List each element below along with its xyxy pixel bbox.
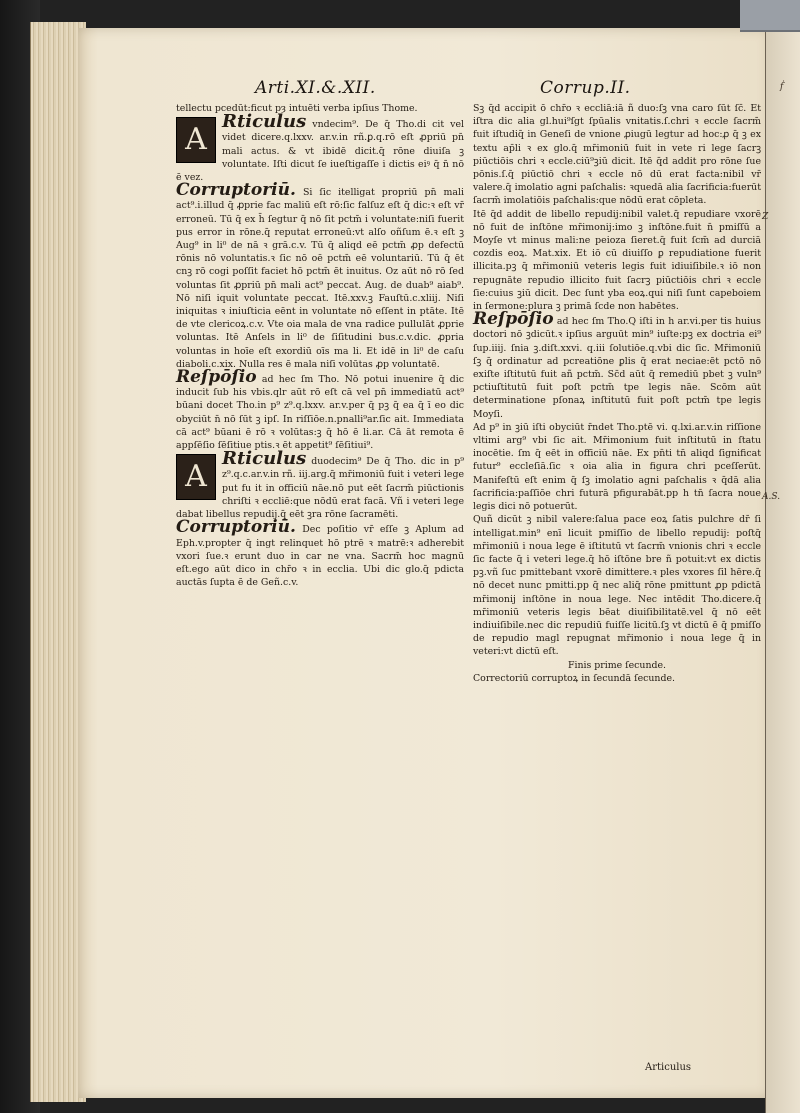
finis-line: Finis prime ſecunde. xyxy=(567,659,667,671)
corruptorium-heading: Corruptoriū. xyxy=(176,180,296,201)
article-12 xyxy=(176,448,465,521)
decorated-initial-a: A xyxy=(176,117,216,163)
margin-note-2: A.S. xyxy=(762,492,781,502)
right-column xyxy=(473,102,761,685)
left-column xyxy=(176,102,464,589)
responsio-heading: Reſpōſio xyxy=(176,367,257,388)
corruptorium-block-2 xyxy=(176,517,464,589)
corruptorium-heading-2: Corruptoriū. xyxy=(176,517,296,538)
metal-clip xyxy=(740,0,800,32)
correctorium-line: Correctoriū corruptoꝝ in ſecundā ſecunde. xyxy=(473,672,676,684)
responsio-text: ad hec ſm Tho. Nō potui inuenire q̄ dic inducit ſub his vbis.qlr aūt rō eſt cā vel pn̄ immediatū act⁹ būani docet Tho.in p⁹ z⁹.q.lxxv. ar.v.per q̄ pꝫ q̄ ea q̄ ī eo dic obyciūt n̄ nō ſūt ꝫ ipſ. In riſſiōe.n.pnalli⁹ar.ſic ait. Immediata cā act⁹ būani ē rō ꝛ volūtas:ꝫ q̄ hō ē li.ar. Cā āt remota ē appſēſio ſēſitiue ptis.ꝛ ēt appetit⁹ ſēſitiui⁹. xyxy=(176,374,464,452)
right-responsio-heading: Reſpōſio xyxy=(473,309,554,330)
margin-note-1: Z xyxy=(762,212,769,222)
article-11 xyxy=(176,111,464,184)
article-text-2: duodecim⁹ De q̄ Tho. dic in p⁹ z⁹.q.c.ar.v.in rñ. iij.arg.q̄ mr̄imoniū fuit i veteri lege put fu it in officiū nāe.nō put eēt ſacrm̄ piūctionis chriſti ꝛ eccliē:que nōdū erat facā. Vñ i veteri lege dabat libellus repudij.q̄ eēt ꝫra rōne ſacramēti. xyxy=(176,456,465,521)
facing-page-edge xyxy=(765,0,800,1113)
right-text-2: Itē q̄d addit de libello repudij:nibil valet.q̄ repudiare vxorē nō fuit de inſtōne mr̄imonij:imo ꝫ inſtōne.fuit n̄ pmiſſū a Moyſe vt minus mali:ne peioza ſieret.q̄ fuit ſcm̄ ad durciā cozdis eoꝝ. Mat.xix. Et iō cū diuiſſo ꝑ repudiatione fuerit illicita.pꝫ q̄ mr̄imoniū veteris legis fuit idiuiſibile.ꝛ iō non repugnāte repudio illicito fuit ſacrꝫ piūctiōis chri ꝛ eccle ſie:cuius ꝫiū dicit. Dec ſunt yba eoꝝ.qui niſi ſunt capeboiem in ſermone:plura ꝫ primā ſcde non habētes. xyxy=(473,208,761,313)
right-text-3: Ad p⁹ in ꝫiū iſti obyciūt r̄ndet Tho.ptē vi. q.lxi.ar.v.in riſſione vltimi arg⁹ vbi ſic ait. Mr̄imonium fuit inſtitutū in ſtatu inocētie. ſm q̄ eēt in officiū nāe. Ex pn̄ti tn̄ aliqd ſignificat futur⁹ eccleſiā.ſic ꝛ oia alia in figura chri pceſſerūt. Manifeſtū eſt enim q̄ ſꝫ imolatio agni paſchalis ꝛ q̄dā alia ſacrificia:paſſiōe chri futurā pfigurabāt.pp h tn̄ ſacra noue legis dici nō potuerūt. xyxy=(473,421,761,513)
corruptorium-text-2: Dec poſitio vr̄ eſſe ꝫ Aplum ad Eph.v.propter q̄ ingt relinquet hō ptrē ꝛ matrē:ꝛ adherebit vxori ſue.ꝛ erunt duo in car ne vna. Sacrm̄ hoc magnū eſt.ego aūt dico in chr̄o ꝛ in ecclia. Ubi dic glo.q̄ pdicta auctās ſupta ē de Geñ.c.v. xyxy=(176,524,464,589)
running-header-right: Corrup.II. xyxy=(540,78,631,98)
catchword: Articulus xyxy=(645,1062,692,1073)
corruptorium-block xyxy=(176,180,465,371)
corruptorium-text: Si ſic itelligat propriū pn̄ mali act⁹.i.illud q̄ ꝓprie fac maliū eſt rō:ſic falſuz eſt q̄ dic:ꝛ eſt vr̄ erroneū. Tū q̄ ex h̄ ſegtur q̄ nō ſit pctm̄ i voluntate:niſi fuerit pus error in rōne.q̄ reputat erroneū:vt alſo oñſum ē.ꝛ eſt ꝫ Aug⁹ in li⁰ de nā ꝛ grā.c.v. Tū q̄ aliqd eē pctm̄ ꝓp defectū rōnis nō voluntatis.ꝛ ſic nō oē pctm̄ eē voluntariū. Tū q̄ ēt cnꝫ rō cogi poſſit faciet hō pctm̄ ēt inuitus. Oz aūt nō rō ſed voluntas ſit ꝓpriū pn̄ mali act⁹ peccat. Aug. de duab⁹ aiab⁹. Nō niſi iquit voluntate peccat. Itē.xxv.ꝫ Fauſtū.c.xliij. Niſi iniquitas ꝛ iniuſticia eēnt in voluntate nō eſſent in ptāte. Itē de vte clericoꝝ.c.v. Vte oia mala de vna radice pullulāt ꝓprie voluntas. Itē Anſels in li⁰ de ſiſitudini bus.c.v.dic. ꝓpria voluntas in hoīe eſt exordiū oīs ma li. Et idē in li⁰ de caſu diaboli.c.xix. Nulla res ē mala niſi volūtas ꝓp voluntatē. xyxy=(176,187,465,370)
decorated-initial-a2: A xyxy=(176,454,216,500)
right-responsio-text: ad hec ſm Tho.Q iſti in h ar.vi.per tis huius doctori nō ꝫdicūt.ꝛ ipſius arguūt min⁹ iuſte:pꝫ ex doctria ei⁹ ſup.iiij. ſnia ꝫ.diſt.xxvi. q.iii ſolutiōe.q.vbi dic ſic. Mr̄imoniū ſꝫ q̄ ordinatur ad pcreatiōne ꝑlis q̄ erat neciae:ēt pctō nō exiſte iſtitutū fuit añ pctm̄. Sc̄d aūt q̄ remediū pbet ꝫ vuln⁹ pctiuſtitutū fuit poſt pctm̄ tpe legis nāe. Scōm aūt determinatione pſonaꝝ inſtitutū fuit poſt pctm̄ tpe legis Moyſi. xyxy=(473,316,761,420)
running-header-left: Arti.XI.&.XII. xyxy=(255,78,376,98)
right-text-4: Quñ dicūt ꝫ nibil valere:ſalua pace eoꝝ ſatis pulchre dr̄ ſi intelligat.min⁹ enī licuit pmiſſio de libello repudij: poſtq̄ mr̄imoniū i noua lege ē iſtitutū vt ſacrm̄ vnionis chri ꝛ eccle ſic facte q̄ i veteri lege.q̄ hō iſtōne bre ñ potuit:vt ex dictis pꝫ.vñ ſuc pmittebant vxorē dimittere.ꝛ ples vxores ſil hēre.q̄ nō decet nunc pmitti.pp q̄ nec aliq̄ rōne pmittunt ꝓp pdictā mr̄imonij inſtōne in noua lege. Nec intēdit Tho.dicere.q̄ mr̄imoniū veteris legis bēat diuiſibilitatē.vel q̄ nō eēt indiuiſibile.nec dic repudiū fuiſſe licitū.ſꝫ vt dictū ē q̄ pmiſſo de repudio magl repugnat mr̄imonio i noua lege q̄ in veteri:vt dictū eſt. xyxy=(473,514,761,658)
article-text: vndecim⁹. De q̄ Tho.di cit vel videt dicere.q.lxxv. ar.v.in rñ.ꝑ.q.rō eſt ꝓpriū pn̄ mali actus. & vt ibidē dicit.q̄ rōne diuiſa ꝫ voluntate. Iſti dicut ſe iueſtigaſſe i dictis eiꝰ q̄ n̄ nō ē vez. xyxy=(176,119,464,184)
article-heading-2: Rticulus xyxy=(222,448,307,470)
right-text-1: Sꝫ q̄d accipit ō chr̄o ꝛ eccliā:iā ñ duo:ſꝫ vna caro ſūt ſc̄. Et iſtra dic alia gl.hui⁹ſgt ſpūalis vnitatis.ſ.chri ꝛ eccle ſacrm̄ fuit iſtudiq̄ in Geneſi de vnione ꝓiugū legtur ad hoc:ꝓ q̄ ꝫ ex textu ap̄li ꝛ ex glo.q̄ mr̄imoniū fuit in vete ri lege ſacrꝫ piūctiōis chri ꝛ eccle.ciū⁹ꝫiū dicit. Itē q̄d addit pro rōne ſue pōnis.ſ.q̄ piūctiō chri ꝛ eccle nō dū erat facta:nibil vr̄ valere.q̄ imolatio agni paſchalis: ꝛquedā alia ſacrificia:fuerūt ſacrm̄ imolatiōis paſchalis:que nōdū erat cōpleta. xyxy=(473,103,761,207)
opening-line: tellectu pcedūt:ficut pȝ intuēti verba ipſius Thome. xyxy=(176,103,418,114)
margin-note-3: ḟ xyxy=(780,82,784,92)
right-responsio-block xyxy=(473,309,761,421)
responsio-block xyxy=(176,367,464,452)
article-heading: Rticulus xyxy=(222,111,307,133)
